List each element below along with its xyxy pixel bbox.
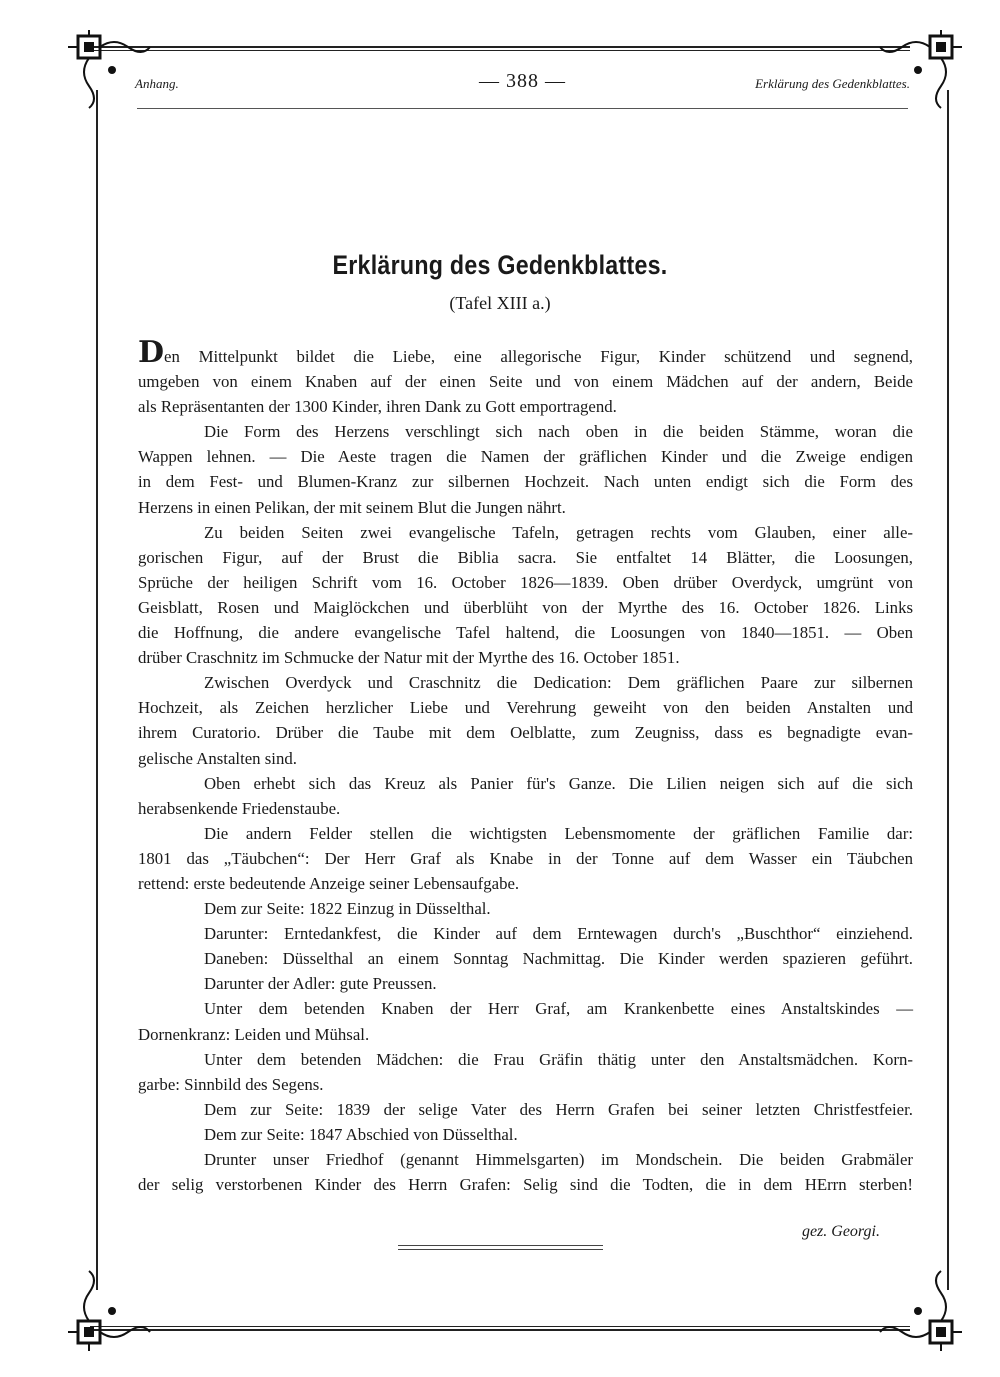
text-line: Drunter unser Friedhof (genannt Himmelsgarten) im Mondschein. Die beiden Grabmäler bbox=[204, 1150, 913, 1169]
page-number: — 388 — bbox=[479, 70, 566, 92]
frame-bottom-inner bbox=[90, 1326, 910, 1327]
running-header bbox=[135, 70, 910, 96]
text-line: Die Form des Herzens verschlingt sich nach oben in die beiden Stämme, woran die bbox=[204, 422, 913, 442]
text-line: Sprüche der heiligen Schrift vom 16. October 1826—1839. Oben drüber Overdyck, umgrünt von bbox=[138, 572, 913, 592]
text-line: in dem Fest- und Blumen-Kranz zur silbernen Hochzeit. Nach unten endigt sich die Form des bbox=[138, 472, 913, 492]
page-subtitle: (Tafel XIII a.) bbox=[449, 293, 551, 313]
frame-bottom bbox=[90, 1329, 910, 1331]
frame-right bbox=[947, 90, 949, 1290]
page-title: Erklärung des Gedenkblattes. bbox=[332, 250, 668, 280]
frame-top-inner bbox=[90, 50, 910, 51]
text-line: Dem zur Seite: 1822 Einzug in Düsselthal. bbox=[204, 899, 491, 919]
text-line: Die andern Felder stellen die wichtigsten Lebensmomente der gräflichen Familie dar: bbox=[204, 823, 913, 843]
closing-rule-inner bbox=[398, 1249, 603, 1250]
text-line: Geisblatt, Rosen und Maiglöckchen und überblüht von der Myrthe des 16. October 1826. Links bbox=[138, 597, 913, 617]
text-line: Dem zur Seite: 1847 Abschied von Düsselthal. bbox=[204, 1124, 518, 1144]
text-line: drüber Craschnitz im Schmucke der Natur mit der Myrthe des 16. October 1851. bbox=[138, 648, 680, 668]
text-line: gelische Anstalten sind. bbox=[138, 748, 297, 768]
text-line: gorischen Figur, auf der Brust die Biblia sacra. Sie entfaltet 14 Blätter, die Loosungen, bbox=[138, 547, 913, 567]
text-line: Zwischen Overdyck und Craschnitz die Dedication: Dem gräflichen Paare zur silbernen bbox=[204, 673, 913, 693]
text-line: Hochzeit, als Zeichen herzlicher Liebe und Verehrung geweiht von den beiden Anstalten und bbox=[138, 698, 913, 718]
signature: gez. Georgi. bbox=[801, 1223, 880, 1240]
text-line: Dornenkranz: Leiden und Mühsal. bbox=[138, 1024, 370, 1044]
text-line: Unter dem betenden Knaben der Herr Graf, am Krankenbette eines Anstaltskindes — bbox=[204, 999, 913, 1019]
header-section: Anhang. bbox=[135, 76, 179, 91]
text-line: rettend: erste bedeutende Anzeige seiner Lebensaufgabe. bbox=[138, 873, 520, 893]
ornament-bottom-left bbox=[62, 1265, 152, 1355]
text-line: Darunter: Erntedankfest, die Kinder auf dem Erntewagen durch's „Buschthor“ einziehend. bbox=[204, 924, 913, 944]
text-line: ihrem Curatorio. Drüber die Taube mit dem Oelblatte, zum Zeugniss, dass es begnadigte evan- bbox=[138, 723, 913, 743]
body-text bbox=[138, 335, 913, 1197]
text-line: Wappen lehnen. — Die Aeste tragen die Namen der gräflichen Kinder und die Zweige endigen bbox=[138, 447, 913, 467]
text-line: 1801 das „Täubchen“: Der Herr Graf als Knabe in der Tonne auf dem Wasser ein Täubchen bbox=[138, 848, 913, 868]
drop-cap: D bbox=[138, 335, 165, 370]
text-line: Zu beiden Seiten zwei evangelische Tafeln, getragen rechts vom Glauben, einer alle- bbox=[204, 522, 913, 542]
text-line: als Repräsentanten der 1300 Kinder, ihren Dank zu Gott emportragend. bbox=[138, 397, 617, 417]
ornament-bottom-right bbox=[878, 1265, 968, 1355]
text-line: Den Mittelpunkt bildet die Liebe, eine allegorische Figur, Kinder schützend und segnend, bbox=[138, 335, 913, 370]
frame-top bbox=[90, 46, 910, 48]
closing-rule bbox=[398, 1245, 603, 1246]
text-line: Herzens in einen Pelikan, der mit seinem Blut die Jungen nährt. bbox=[138, 497, 566, 517]
text-line: Daneben: Düsselthal an einem Sonntag Nachmittag. Die Kinder werden spazieren geführt. bbox=[204, 949, 913, 969]
text-line: Darunter der Adler: gute Preussen. bbox=[204, 974, 437, 994]
text-line: Dem zur Seite: 1839 der selige Vater des Herrn Grafen bei seiner letzten Christfestfeier. bbox=[204, 1099, 913, 1119]
text-line: umgeben von einem Knaben auf der einen Seite und von einem Mädchen auf der andern, Beide bbox=[138, 372, 913, 392]
header-rule bbox=[137, 108, 908, 109]
text-line: Oben erhebt sich das Kreuz als Panier für's Ganze. Die Lilien neigen sich auf die sich bbox=[204, 773, 913, 793]
text-line: garbe: Sinnbild des Segens. bbox=[138, 1074, 324, 1094]
text-line: herabsenkende Friedenstaube. bbox=[138, 798, 341, 818]
header-title: Erklärung des Gedenkblattes. bbox=[755, 76, 910, 91]
text-line: Unter dem betenden Mädchen: die Frau Gräfin thätig unter den Anstaltsmädchen. Korn- bbox=[204, 1049, 913, 1069]
text-line: die Hoffnung, die andere evangelische Tafel haltend, die Loosungen von 1840—1851. — Oben bbox=[138, 623, 913, 643]
text-line: der selig verstorbenen Kinder des Herrn Grafen: Selig sind die Todten, die in dem HErrn sterben! bbox=[138, 1175, 913, 1195]
